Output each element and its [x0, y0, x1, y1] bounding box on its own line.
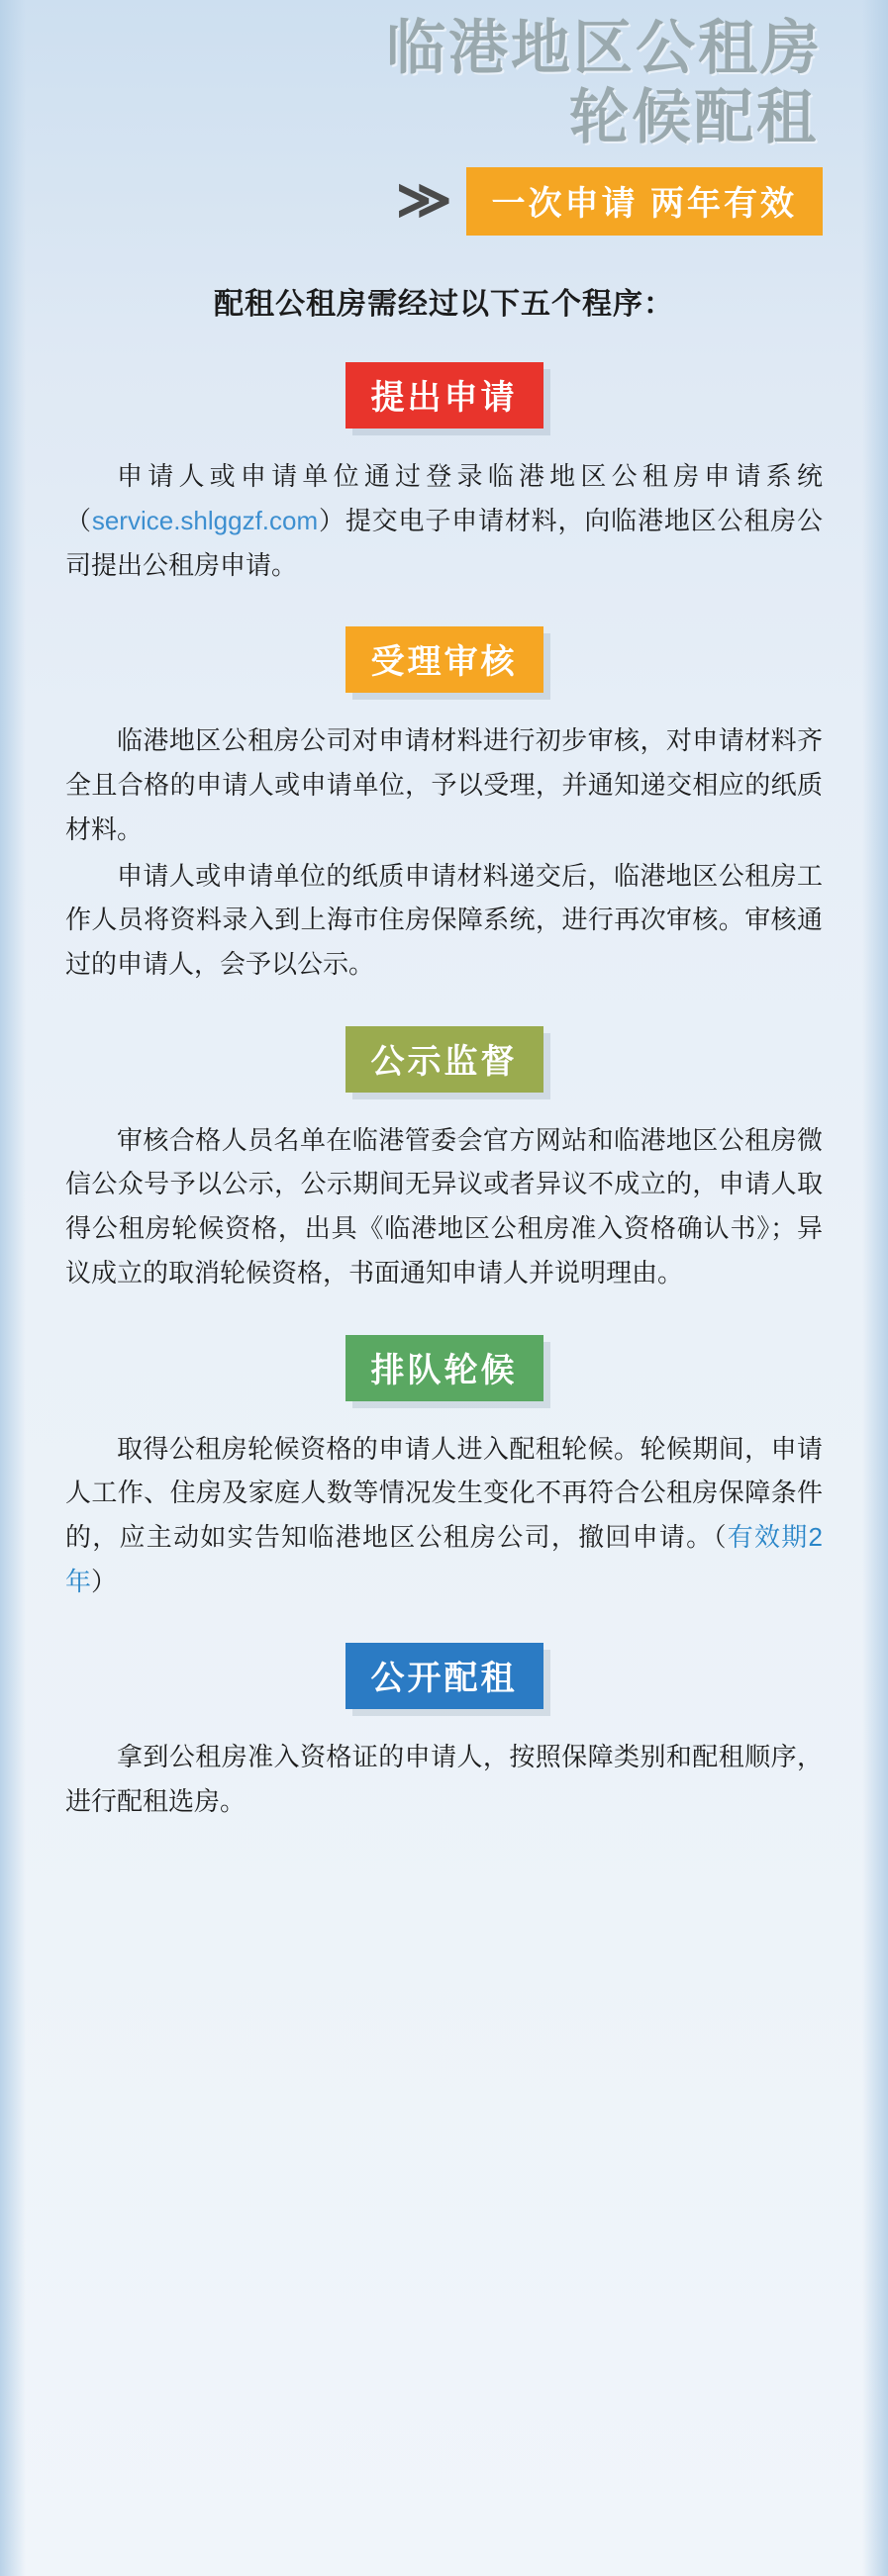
step-2-paragraph-2: [65, 854, 823, 987]
validity-badge: 一次申请 两年有效: [466, 167, 823, 236]
intro-text: 配租公租房需经过以下五个程序：: [214, 288, 674, 322]
text-segment: 拿到公租房准入资格证的申请人，按照保障类别和配租顺序，进行配租选房。: [65, 1742, 823, 1817]
double-chevron-right-icon: ≫: [396, 169, 446, 230]
step-body-4: [65, 1427, 823, 1604]
step-body-2: [65, 718, 823, 986]
step-label-row-1: [65, 362, 823, 429]
step-label-1: 提出申请: [345, 362, 543, 429]
step-label-4: 排队轮候: [345, 1335, 543, 1401]
step-label-2: 受理审核: [345, 626, 543, 693]
validity-highlight: 有效期2年: [65, 1521, 823, 1596]
text-segment: 申请人或申请单位通过登录临港地区公租房申请系统（: [65, 461, 823, 535]
step-label-row-5: [65, 1643, 823, 1709]
headline-badge-row: [65, 167, 823, 236]
text-segment: 审核合格人员名单在临港管委会官方网站和临港地区公租房微信公众号予以公示，公示期间无异议或者异议不成立的，申请人取得公租房轮候资格，出具《临港地区公租房准入资格确认书》；异议成立的取消轮候资格，书面通知申请人并说明理由。: [65, 1124, 823, 1288]
step-body-1: [65, 454, 823, 587]
step-2-paragraph-1: [65, 718, 823, 851]
step-label-row-4: [65, 1335, 823, 1401]
poster-title-line-2: 轮候配租: [569, 83, 819, 150]
poster-title-line-1: 临港地区公租房: [386, 15, 823, 81]
text-segment: 临港地区公租房公司对申请材料进行初步审核，对申请材料齐全且合格的申请人或申请单位，予以受理，并通知递交相应的纸质材料。: [65, 725, 823, 844]
step-body-5: [65, 1735, 823, 1823]
application-system-url[interactable]: service.shlggzf.com: [91, 505, 319, 535]
step-3-paragraph-1: [65, 1118, 823, 1295]
step-1-paragraph-1: [65, 454, 823, 587]
step-body-3: [65, 1118, 823, 1295]
step-label-3: 公示监督: [345, 1026, 543, 1093]
text-segment: 取得公租房轮候资格的申请人进入配租轮候。轮候期间，申请人工作、住房及家庭人数等情况发生变化不再符合公租房保障条件的，应主动如实告知临港地区公租房公司，撤回申请。（: [65, 1433, 823, 1552]
poster-header: [65, 0, 823, 236]
text-segment: 申请人或申请单位的纸质申请材料递交后，临港地区公租房工作人员将资料录入到上海市住房保障系统，进行再次审核。审核通过的申请人，会予以公示。: [65, 860, 823, 979]
step-label-row-2: [65, 626, 823, 693]
step-5-paragraph-1: [65, 1735, 823, 1823]
step-4-paragraph-1: [65, 1427, 823, 1604]
text-segment: ）: [91, 1566, 118, 1596]
steps-container: [65, 362, 823, 1824]
step-label-5: 公开配租: [345, 1643, 543, 1709]
step-label-row-3: [65, 1026, 823, 1093]
text-segment: ）提交电子申请材料，向临港地区公租房公司提出公租房申请。: [65, 505, 823, 580]
